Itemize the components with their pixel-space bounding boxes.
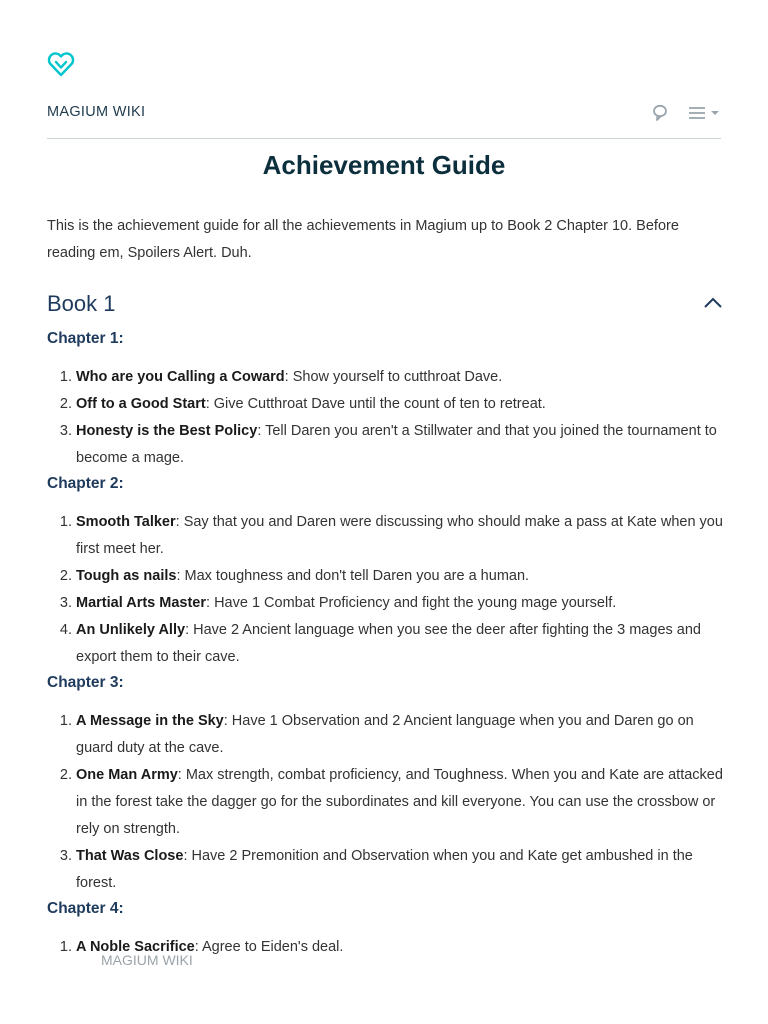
list-item <box>76 708 723 762</box>
achievement-list <box>47 509 723 671</box>
chapter-heading: Chapter 3: <box>47 674 124 691</box>
achievement-desc: : Give Cutthroat Dave until the count of ten to retreat. <box>205 396 546 412</box>
achievement-desc: : Tell Daren you aren't a Stillwater and that you joined the tournament to become a mage. <box>76 423 717 466</box>
menu-button[interactable] <box>688 105 720 121</box>
achievement-name: That Was Close <box>76 848 184 864</box>
list-item <box>76 617 723 671</box>
intro-paragraph: This is the achievement guide for all the achievements in Magium up to Book 2 Chapter 10. Before reading em, Spoilers Alert. Duh. <box>47 218 679 261</box>
achievement-name: Smooth Talker <box>76 514 176 530</box>
page-title: Achievement Guide <box>262 150 506 180</box>
logo-heart-icon[interactable] <box>47 50 75 78</box>
achievement-desc: : Max strength, combat proficiency, and Toughness. When you and Kate are attacked in the forest take the dagger go for the subordinates and kill everyone. You can use the crossbow or rely on strength. <box>76 767 723 837</box>
comment-icon[interactable] <box>652 104 668 122</box>
list-item <box>76 590 723 617</box>
achievement-desc: : Show yourself to cutthroat Dave. <box>284 369 503 385</box>
list-item <box>76 391 723 418</box>
achievement-name: Tough as nails <box>76 568 177 584</box>
achievement-name: Off to a Good Start <box>76 396 206 412</box>
achievement-desc: : Have 1 Combat Proficiency and fight the young mage yourself. <box>206 595 617 611</box>
achievement-desc: : Max toughness and don't tell Daren you are a human. <box>176 568 530 584</box>
menu-icon <box>688 105 706 121</box>
achievement-name: One Man Army <box>76 767 178 783</box>
book-title: Book 1 <box>47 290 116 316</box>
achievement-desc: : Agree to Eiden's deal. <box>194 939 344 955</box>
achievement-name: A Message in the Sky <box>76 713 224 729</box>
achievement-desc: : Have 2 Ancient language when you see the deer after fighting the 3 mages and export them to their cave. <box>76 622 701 665</box>
article-content <box>47 213 723 961</box>
list-item <box>76 843 723 897</box>
list-item <box>76 418 723 472</box>
list-item <box>76 509 723 563</box>
header-divider <box>47 138 721 139</box>
achievement-name: Martial Arts Master <box>76 595 207 611</box>
achievement-name: A Noble Sacrifice <box>76 939 195 955</box>
chapter-heading: Chapter 2: <box>47 475 124 492</box>
book-section-header[interactable] <box>47 283 723 323</box>
list-item <box>76 563 723 590</box>
collapse-chevron-up-icon[interactable] <box>703 296 723 310</box>
achievement-name: Who are you Calling a Coward <box>76 369 285 385</box>
list-item <box>76 364 723 391</box>
achievement-name: Honesty is the Best Policy <box>76 423 258 439</box>
achievement-desc: : Have 2 Premonition and Observation when you and Kate get ambushed in the forest. <box>76 848 693 891</box>
list-item <box>76 762 723 843</box>
achievement-desc: : Have 1 Observation and 2 Ancient language when you and Daren go on guard duty at the cave. <box>76 713 694 756</box>
caret-down-icon <box>710 109 720 117</box>
achievement-list <box>47 364 723 472</box>
achievement-list <box>47 708 723 897</box>
sticky-footer-site-name[interactable]: MAGIUM WIKI <box>101 952 193 968</box>
header-actions <box>652 104 720 122</box>
site-name-link[interactable]: MAGIUM WIKI <box>47 104 146 120</box>
chapter-heading: Chapter 4: <box>47 900 124 917</box>
achievement-desc: : Say that you and Daren were discussing who should make a pass at Kate when you first meet her. <box>76 514 723 557</box>
achievement-name: An Unlikely Ally <box>76 622 186 638</box>
chapter-heading: Chapter 1: <box>47 330 124 347</box>
